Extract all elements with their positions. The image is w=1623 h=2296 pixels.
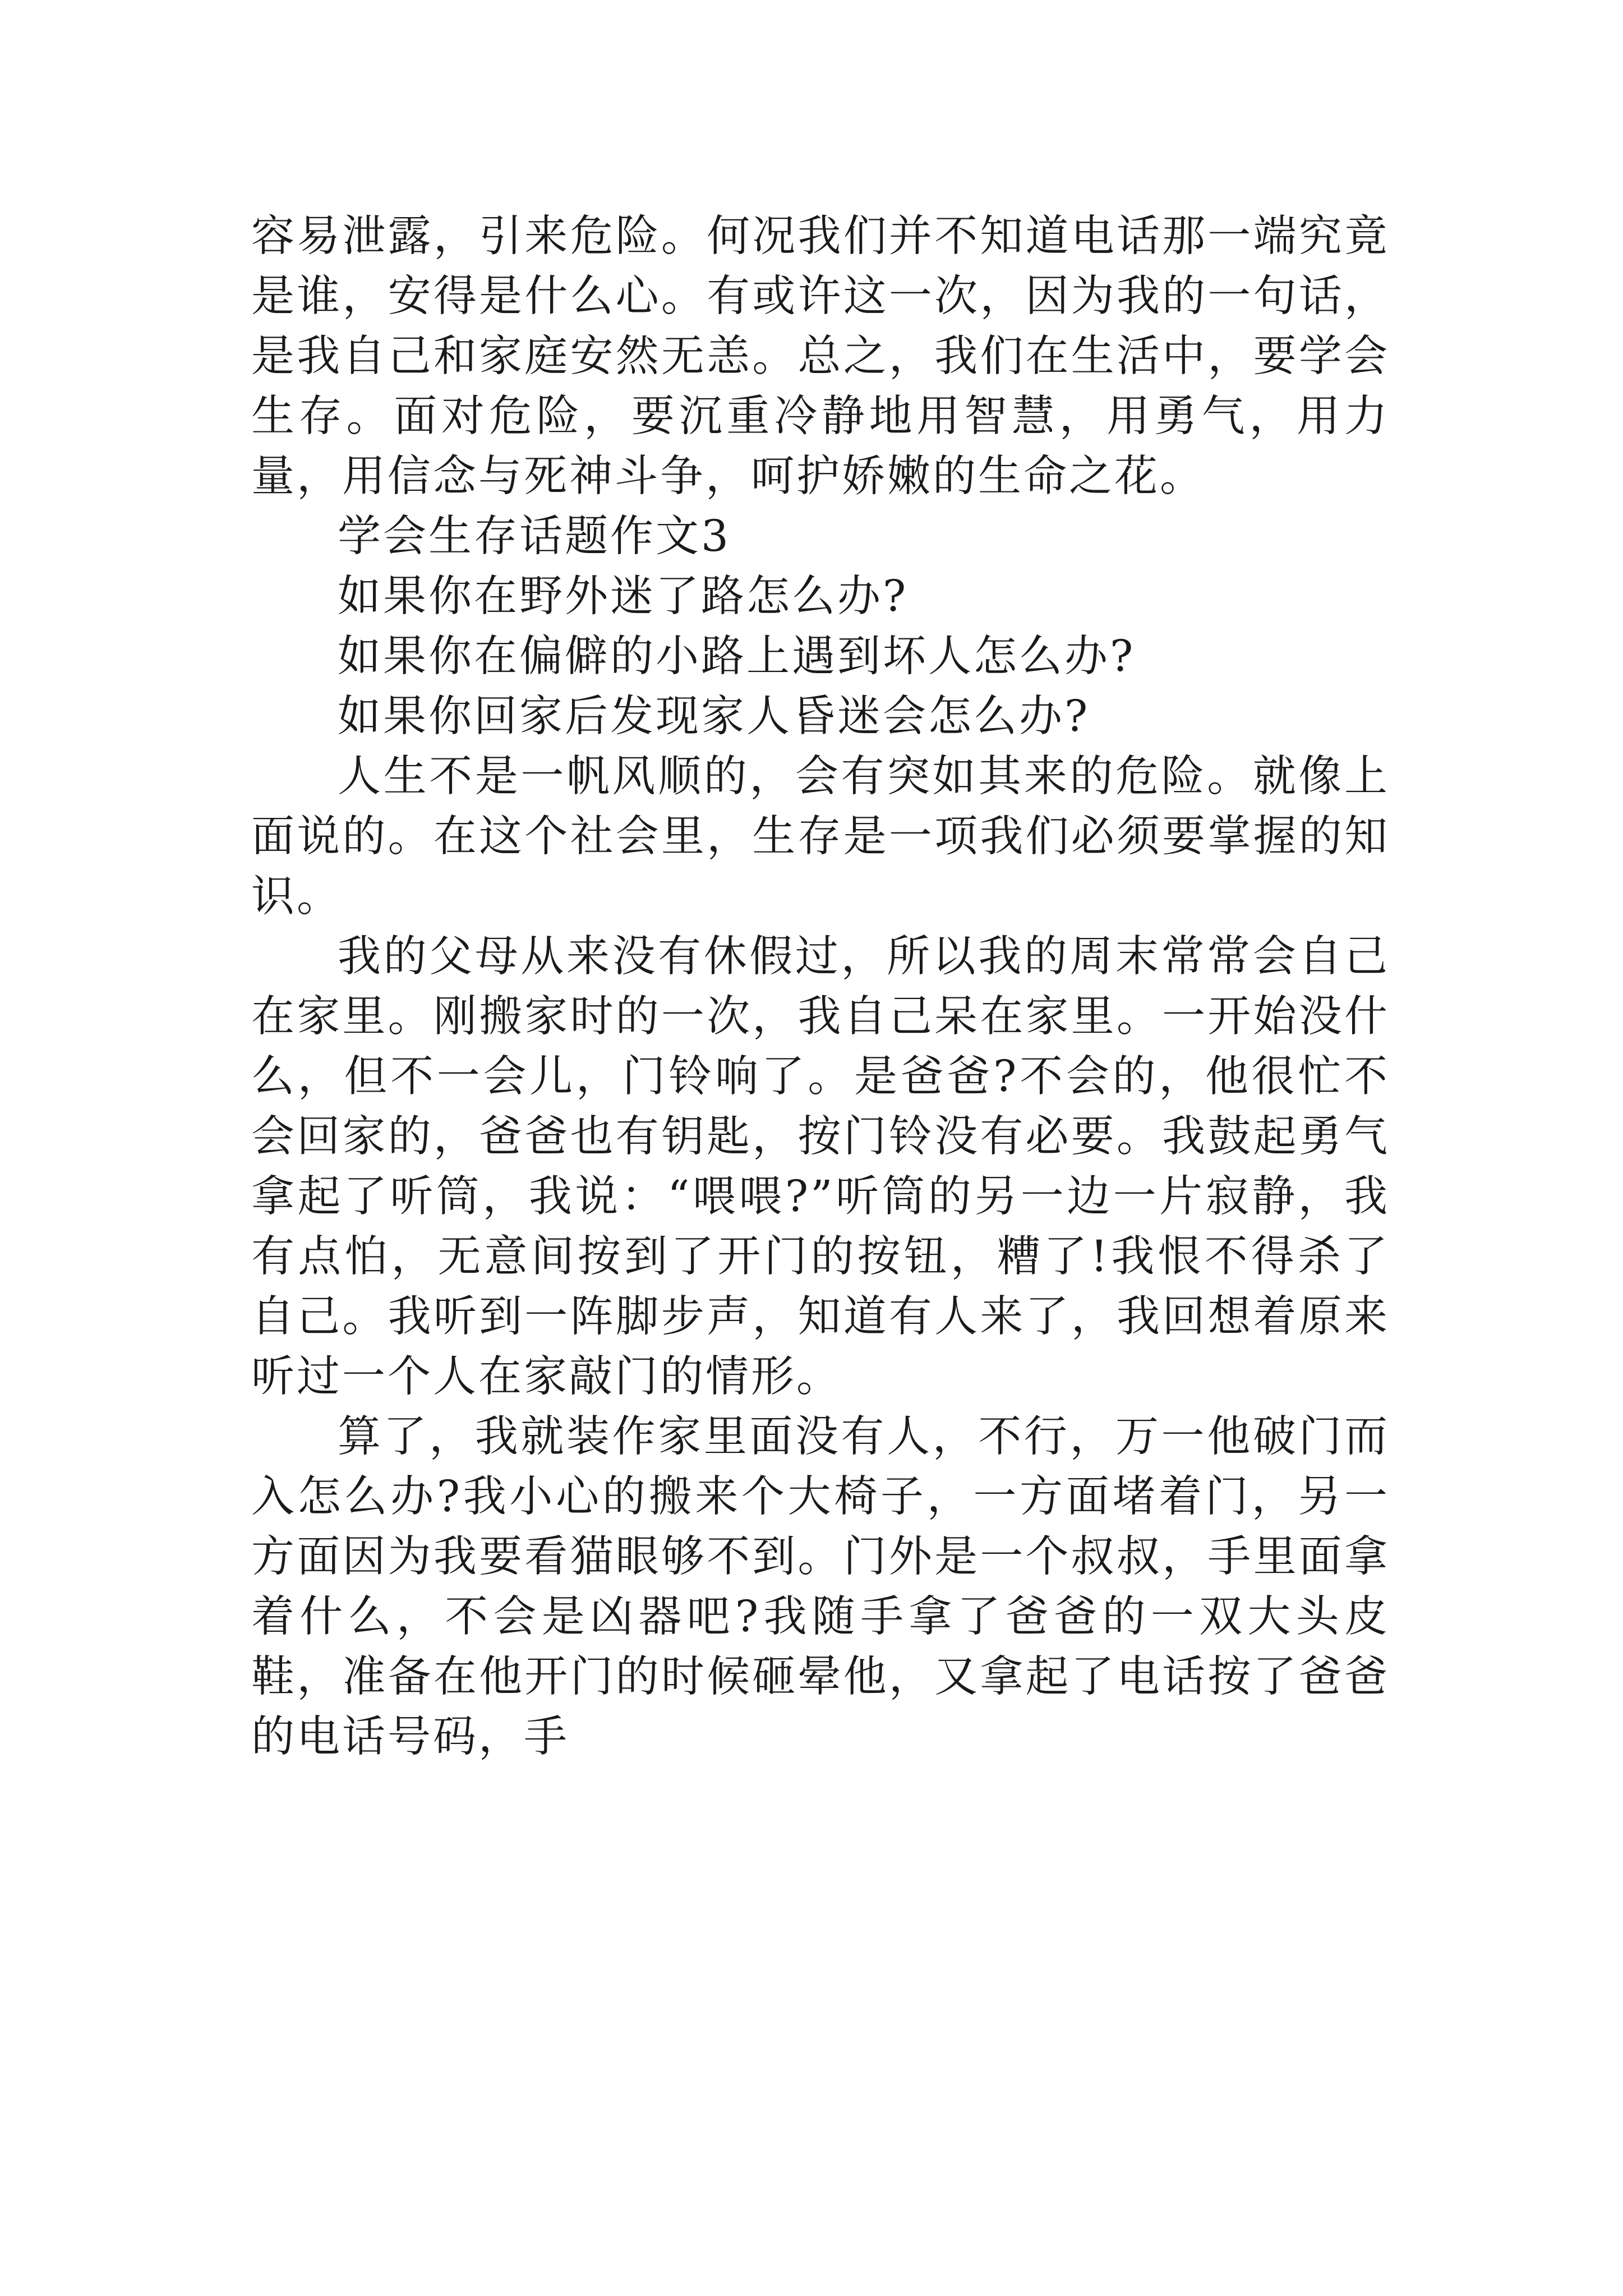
paragraph: 我的父母从来没有休假过，所以我的周末常常会自己在家里。刚搬家时的一次，我自己呆在家里。一开始没什么，但不一会儿，门铃响了。是爸爸?不会的，他很忙不会回家的，爸爸也有钥匙，按门铃没有必要。我鼓起勇气拿起了听筒，我说：“喂喂?”听筒的另一边一片寂静，我有点怕，无意间按到了开门的按钮，糟了!我恨不得杀了自己。我听到一阵脚步声，知道有人来了，我回想着原来听过一个人在家敲门的情形。 [251,932,1390,1402]
paragraph: 容易泄露，引来危险。何况我们并不知道电话那一端究竟是谁，安得是什么心。有或许这一次，因为我的一句话，是我自己和家庭安然无恙。总之，我们在生活中，要学会生存。面对危险，要沉重冷静地用智慧，用勇气，用力量，用信念与死神斗争，呵护娇嫩的生命之花。 [251,211,1390,501]
paragraph: 人生不是一帆风顺的，会有突如其来的危险。就像上面说的。在这个社会里，生存是一项我们必须要掌握的知识。 [251,752,1390,922]
paragraph: 算了，我就装作家里面没有人，不行，万一他破门而入怎么办?我小心的搬来个大椅子，一方面堵着门，另一方面因为我要看猫眼够不到。门外是一个叔叔，手里面拿着什么，不会是凶器吧?我随手拿了爸爸的一双大头皮鞋，准备在他开门的时候砸晕他，又拿起了电话按了爸爸的电话号码，手 [251,1412,1390,1762]
paragraph: 如果你在野外迷了路怎么办? [338,572,909,622]
document-body [251,206,1390,1767]
paragraph: 如果你回家后发现家人昏迷会怎么办? [338,692,1090,742]
paragraph: 如果你在偏僻的小路上遇到坏人怎么办? [338,632,1136,682]
section-heading: 学会生存话题作文3 [338,512,731,562]
